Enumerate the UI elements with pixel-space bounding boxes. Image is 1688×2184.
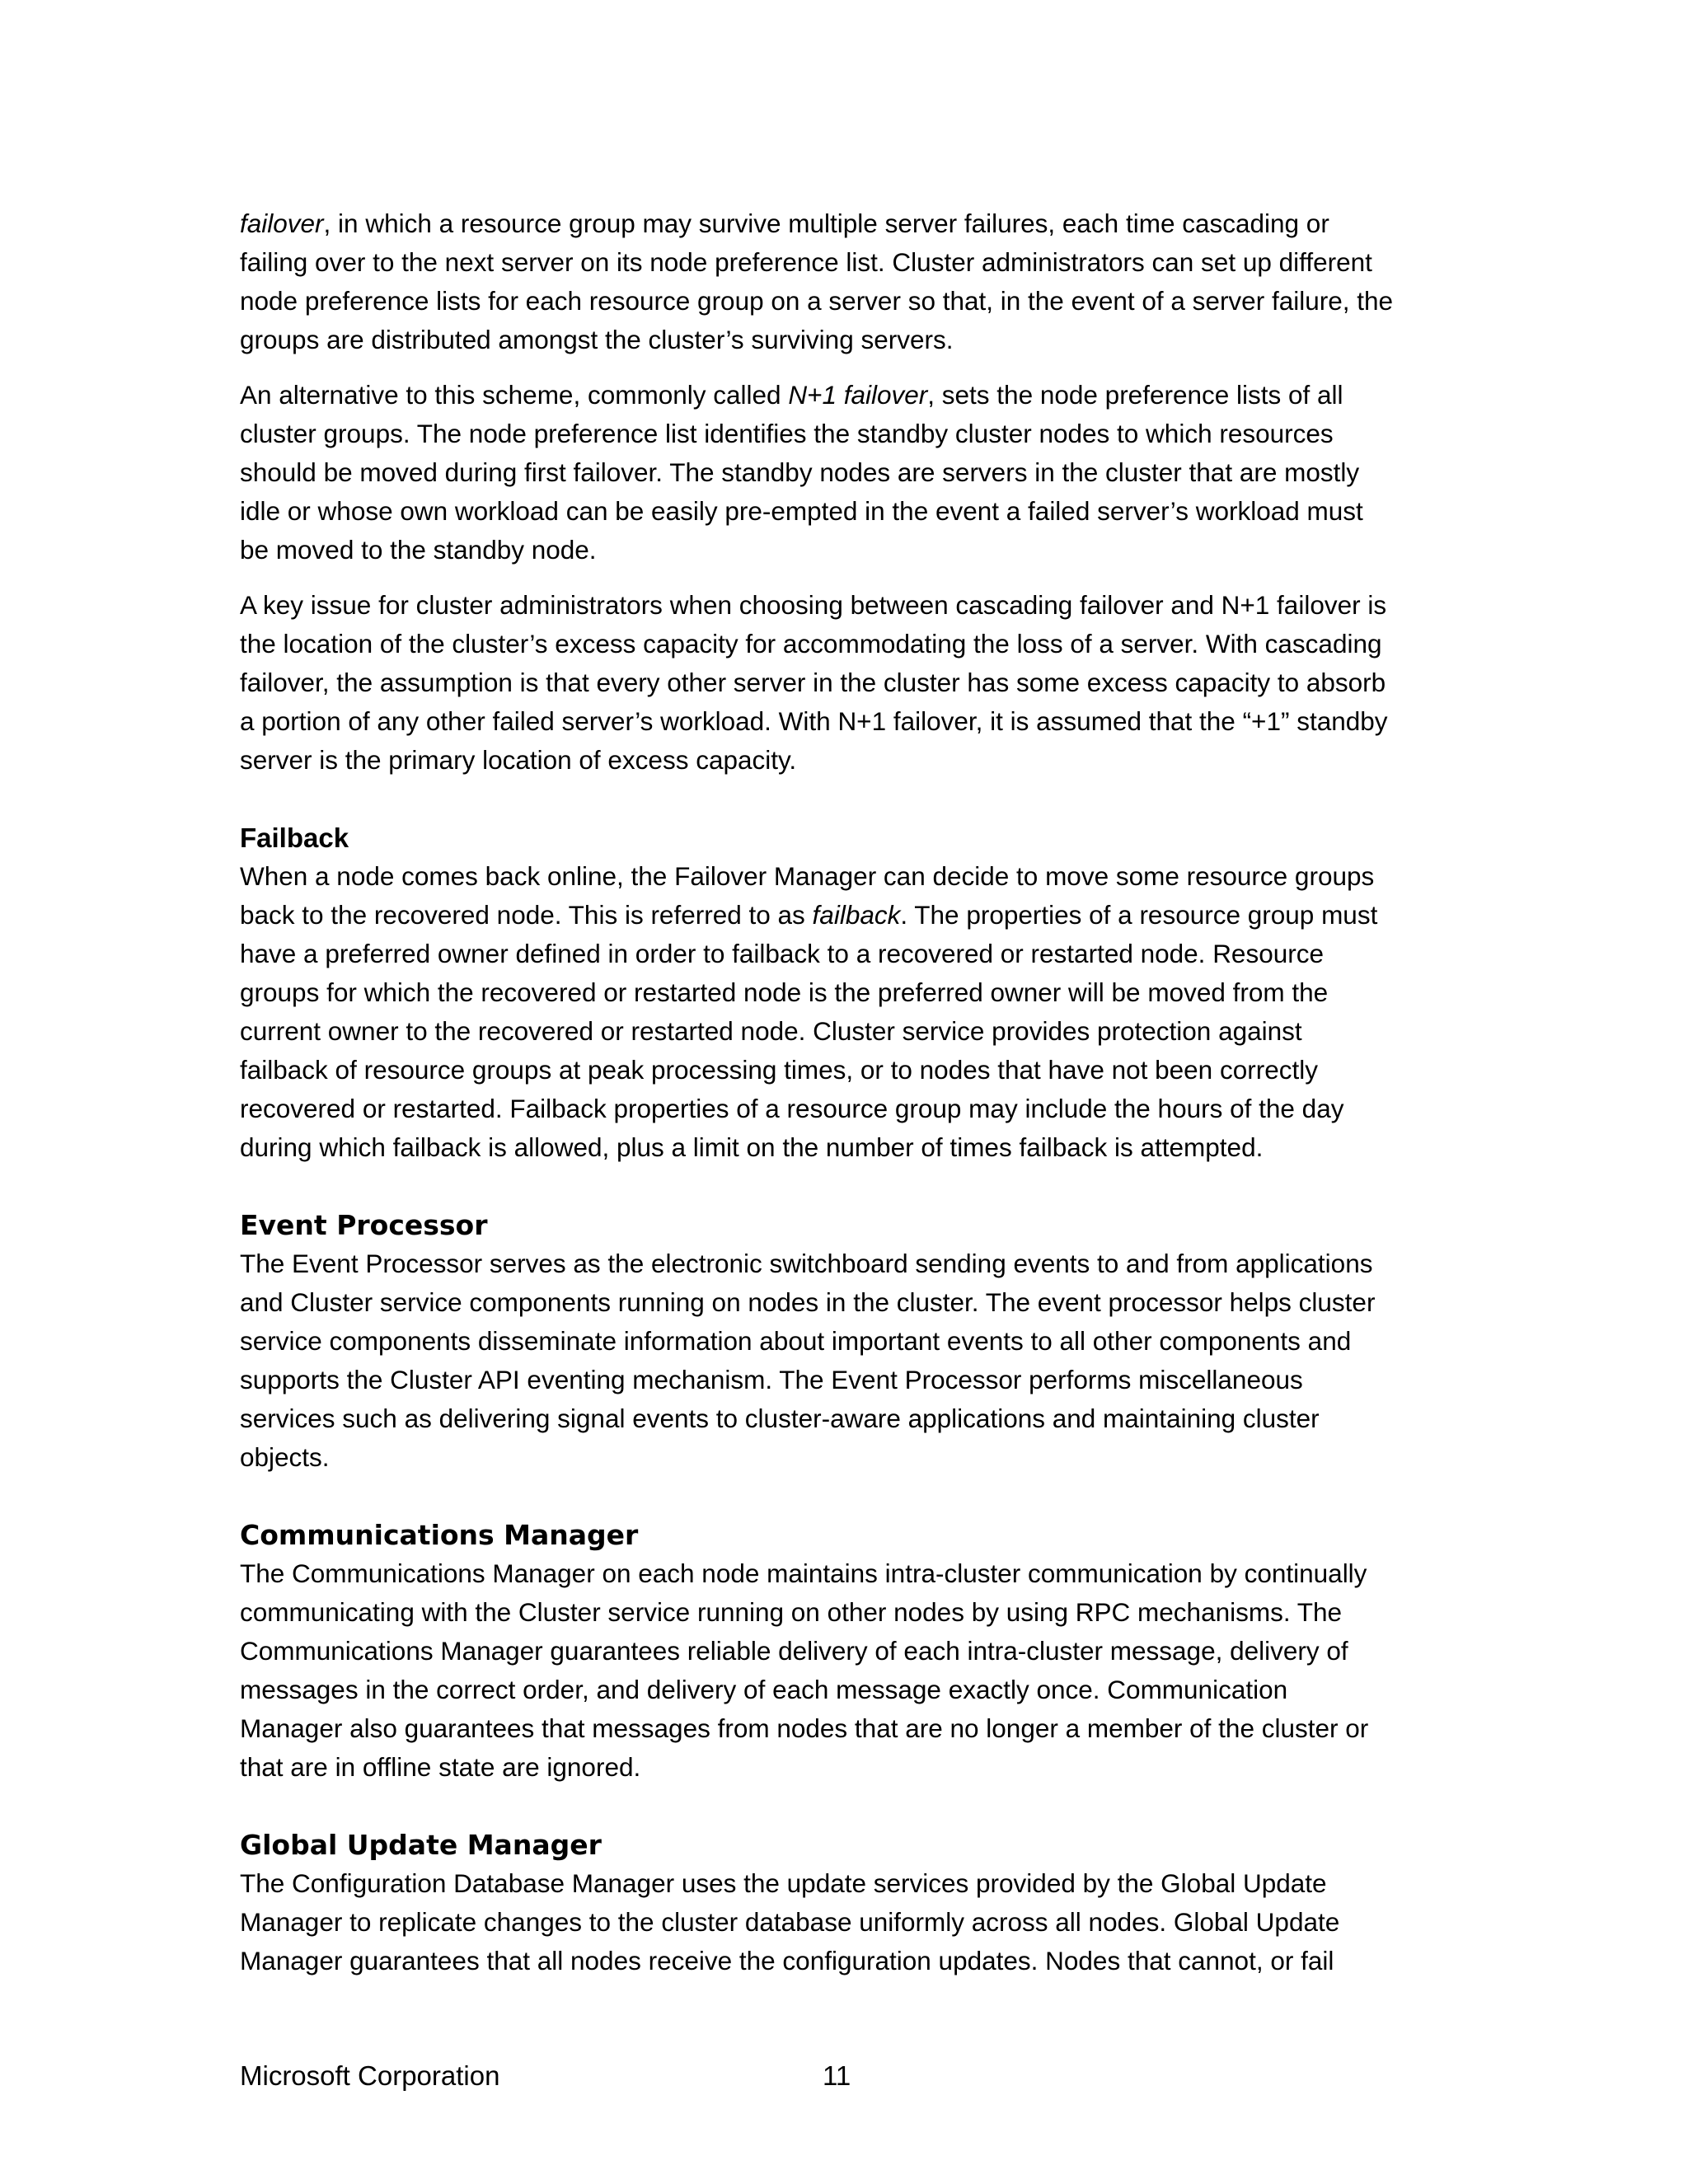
paragraph-text: . The properties of a resource group must have a preferred owner defined in order to failback to a recovered or restarted node. Resource groups for which the recovered or restarted node is the preferred owner will be moved from the current owner to the recovered or restarted node. Cluster service provides protection against failback of resource groups at peak processing times, or to nodes that have not been correctly recovered or restarted. Failback properties of a resource group may include the hours of the day during which failback is allowed, plus a limit on the number of times failback is attempted. — [240, 900, 1378, 1162]
section-global-update-manager — [240, 1825, 1394, 1980]
paragraph-text: , in which a resource group may survive multiple server failures, each time cascading or failing over to the next server on its node preference list. Cluster administrators can set up different node preference lists for each resource group on a server so that, in the event of a server failure, the groups are distributed amongst the cluster’s surviving servers. — [240, 209, 1394, 354]
emphasis-term: N+1 failover — [788, 380, 928, 410]
section-heading-global-update-manager: Global Update Manager — [240, 1829, 602, 1861]
paragraph-text: When a node comes back online, the Failover Manager can decide to move some resource groups back to the recovered node. This is referred to as — [240, 861, 1375, 930]
paragraph-text: An alternative to this scheme, commonly called — [240, 380, 789, 410]
paragraph-failback — [240, 857, 1394, 1167]
paragraph-n-plus-1-failover — [240, 376, 1394, 569]
paragraph-cascading-failover — [240, 204, 1394, 359]
paragraph-global-update-manager: The Configuration Database Manager uses the update services provided by the Global Update Manager to replicate changes to the cluster database uniformly across all nodes. Global Update Manager guarantees that all nodes receive the configuration updates. Nodes that cannot, or fail — [240, 1868, 1340, 1975]
paragraph-event-processor: The Event Processor serves as the electronic switchboard sending events to and from applications and Cluster service components running on nodes in the cluster. The event processor helps cluster service components disseminate information about important events to all other components and supports the Cluster API eventing mechanism. The Event Processor performs miscellaneous services such as delivering signal events to cluster-aware applications and maintaining cluster objects. — [240, 1249, 1376, 1472]
section-heading-communications-manager: Communications Manager — [240, 1519, 639, 1551]
section-failback — [240, 818, 1394, 1167]
page-number: 11 — [823, 2060, 851, 2091]
paragraph-text: , sets the node preference lists of all cluster groups. The node preference list identifies the standby cluster nodes to which resources should be moved during first failover. The standby nodes are servers in the cluster that are mostly idle or whose own workload can be easily pre-empted in the event a failed server’s workload must be moved to the standby node. — [240, 380, 1363, 565]
emphasis-term: failover — [240, 209, 324, 238]
paragraph-excess-capacity: A key issue for cluster administrators when choosing between cascading failover and N+1 failover is the location of the cluster’s excess capacity for accommodating the loss of a server. With cascading failover, the assumption is that every other server in the cluster has some excess capacity to absorb a portion of any other failed server’s workload. With N+1 failover, it is assumed that the “+1” standby server is the primary location of excess capacity. — [240, 590, 1388, 775]
paragraph-communications-manager: The Communications Manager on each node maintains intra-cluster communication by continually communicating with the Cluster service running on other nodes by using RPC mechanisms. The Communications Manager guarantees reliable delivery of each intra-cluster message, delivery of messages in the correct order, and delivery of each message exactly once. Communication Manager also guarantees that messages from nodes that are no longer a member of the cluster or that are in offline state are ignored. — [240, 1558, 1369, 1782]
document-body — [240, 204, 1394, 1980]
section-event-processor — [240, 1206, 1394, 1477]
footer-company: Microsoft Corporation — [240, 2060, 500, 2091]
emphasis-term: failback — [812, 900, 901, 930]
section-communications-manager — [240, 1516, 1394, 1787]
section-heading-event-processor: Event Processor — [240, 1209, 488, 1241]
section-heading-failback: Failback — [240, 823, 349, 853]
